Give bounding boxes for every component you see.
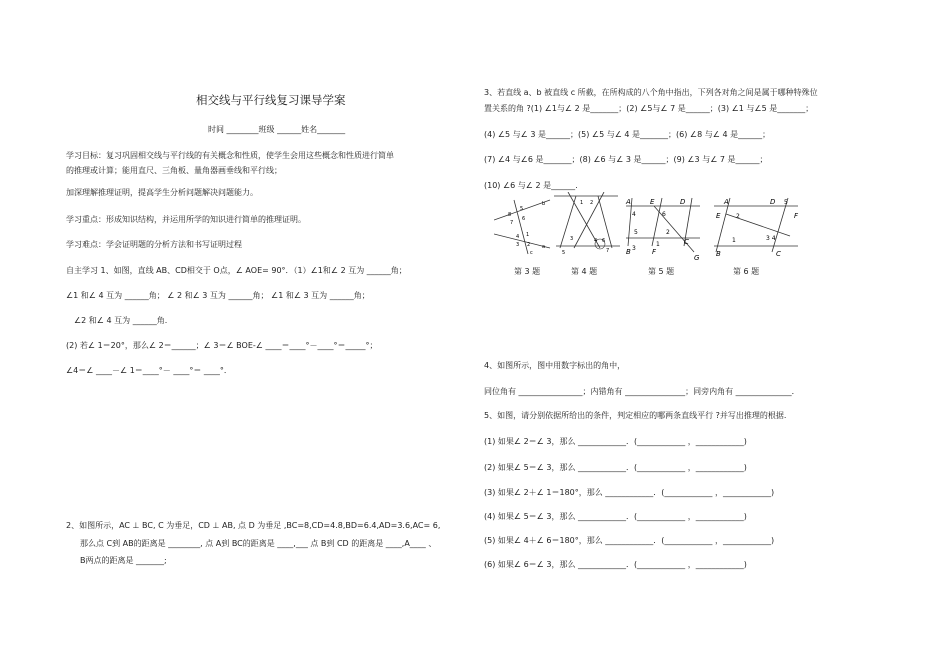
svg-text:3: 3 <box>632 245 636 252</box>
q3-line-4: (7) ∠4 与∠6 是_______；(8) ∠6 与∠ 3 是______；(9) ∠3 与∠ 7 是______； <box>484 155 768 164</box>
svg-text:A: A <box>724 198 729 206</box>
svg-text:6: 6 <box>602 238 606 244</box>
q1-line-3: ∠2 和∠ 4 互为 ______角. <box>74 316 168 325</box>
svg-text:D: D <box>680 198 686 206</box>
q2-line-3: B两点的距离是 _______; <box>80 556 167 565</box>
svg-text:1: 1 <box>580 200 584 206</box>
q2-line-2: 那么点 C到 AB的距离是 ________, 点 A到 BC的距离是 ____,___ 点 B到 CD 的距离是 ____,A____ 、 <box>80 539 437 548</box>
caption-figure-5: 第 5 题 <box>648 267 675 276</box>
svg-text:G: G <box>694 254 700 260</box>
caption-figure-3: 第 3 题 <box>514 267 541 276</box>
figure-q6 <box>710 194 802 260</box>
svg-text:3: 3 <box>570 236 574 242</box>
svg-text:5: 5 <box>562 250 566 256</box>
svg-text:3 4: 3 4 <box>766 235 776 242</box>
svg-text:3: 3 <box>516 242 520 248</box>
q1-line-2: ∠1 和∠ 4 互为 ______角； ∠ 2 和∠ 3 互为 ______角； ∠1 和∠ 3 互为 ______角； <box>66 291 370 300</box>
q3-line-1: 3、若直线 a、b 被直线 c 所截，在所构成的八个角中指出，下列各对角之间是属于哪种特殊位 <box>484 88 818 97</box>
page-title: 相交线与平行线复习课导学案 <box>196 93 346 107</box>
q2-line-1: 2、如图所示，AC ⊥ BC, C 为垂足，CD ⊥ AB, 点 D 为垂足 ,BC=8,CD=4.8,BD=6.4,AD=3.6,AC= 6, <box>66 521 441 530</box>
svg-text:2: 2 <box>666 229 670 236</box>
svg-text:C: C <box>684 238 689 246</box>
q5-item: (2) 如果∠ 5＝∠ 3，那么 ____________．(____________ ，____________) <box>484 463 747 472</box>
svg-text:c: c <box>530 250 533 256</box>
svg-text:6: 6 <box>662 211 666 218</box>
svg-text:6: 6 <box>522 216 526 222</box>
svg-text:B: B <box>716 250 721 258</box>
q3-line-5: (10) ∠6 与∠ 2 是______. <box>484 181 578 190</box>
figure-q4 <box>552 192 622 258</box>
q5-item: (1) 如果∠ 2＝∠ 3，那么 ____________．(____________ ，____________) <box>484 437 747 446</box>
figure-q3 <box>494 196 552 256</box>
svg-text:A: A <box>626 198 631 206</box>
svg-text:2: 2 <box>590 200 594 206</box>
svg-text:1: 1 <box>656 241 660 248</box>
caption-figure-4: 第 4 题 <box>571 267 598 276</box>
q5-item: (5) 如果∠ 4＋∠ 6＝180°，那么 ____________．(____________ ，____________) <box>484 536 775 545</box>
svg-text:7: 7 <box>606 248 610 254</box>
info-line: 时间 ________班级 ______姓名_______ <box>208 125 346 134</box>
q5-item: (3) 如果∠ 2＋∠ 1＝180°，那么 ____________．(____________ ，____________) <box>484 488 775 497</box>
svg-text:C: C <box>776 250 781 258</box>
learning-goal-line-2: 的推理或计算；能用直尺、三角板、量角器画垂线和平行线； <box>66 166 282 175</box>
svg-text:F: F <box>794 212 799 220</box>
svg-text:5: 5 <box>520 206 524 212</box>
svg-text:2: 2 <box>736 213 740 220</box>
svg-text:4: 4 <box>594 238 598 244</box>
q4-line-2: 同位角有 ________________；内错角有 _______________；同旁内角有 ______________． <box>484 387 800 396</box>
q3-line-3: (4) ∠5 与∠ 3 是______；(5) ∠5 与∠ 4 是_______；(6) ∠8 与∠ 4 是______； <box>484 130 771 139</box>
q1-line-4: (2) 若∠ 1＝20°，那么∠ 2＝______；∠ 3＝∠ BOE-∠ ____＝____°－____°＝_____°； <box>66 341 378 350</box>
learning-goal-line-1: 学习目标：复习巩固相交线与平行线的有关概念和性质，使学生会用这些概念和性质进行简单 <box>66 151 394 160</box>
svg-text:7: 7 <box>510 220 514 226</box>
q3-line-2: 置关系的角 ?(1) ∠1与∠ 2 是_______；(2) ∠5与∠ 7 是______；(3) ∠1 与∠5 是_______； <box>484 104 814 113</box>
svg-text:8: 8 <box>508 212 512 218</box>
svg-text:5: 5 <box>784 199 788 206</box>
svg-text:b: b <box>542 201 546 207</box>
q5-item: (4) 如果∠ 5＝∠ 3，那么 ____________．(____________ ，____________) <box>484 512 747 521</box>
svg-text:E: E <box>650 198 655 206</box>
svg-text:D: D <box>770 198 776 206</box>
svg-text:5: 5 <box>634 229 638 236</box>
svg-text:4: 4 <box>632 211 636 218</box>
svg-text:1: 1 <box>732 237 736 244</box>
svg-text:B: B <box>626 248 631 256</box>
svg-text:1: 1 <box>526 232 530 238</box>
q1-line-1: 自主学习 1、如图，直线 AB、CD相交于 O点，∠ AOE= 90°．（1）∠1和∠ 2 互为 ______角； <box>66 266 407 275</box>
svg-text:2: 2 <box>527 242 531 248</box>
difficulty: 学习难点：学会证明题的分析方法和书写证明过程 <box>66 240 242 249</box>
svg-text:a: a <box>542 244 546 250</box>
caption-figure-6: 第 6 题 <box>733 267 760 276</box>
learning-goal-line-3: 加深理解推理证明，提高学生分析问题解决问题能力。 <box>66 188 258 197</box>
svg-text:F: F <box>652 248 657 256</box>
q4-line-1: 4、如图所示，图中用数字标出的角中， <box>484 361 626 370</box>
figure-q5 <box>622 194 704 260</box>
q1-line-5: ∠4＝∠ ____－∠ 1＝____°－ ____°＝ ____°． <box>66 366 232 375</box>
svg-text:4: 4 <box>516 234 520 240</box>
key-point: 学习重点：形成知识结构，并运用所学的知识进行简单的推理证明。 <box>66 215 306 224</box>
q5-line-1: 5、如图，请分别依据所给出的条件，判定相应的哪两条直线平行 ?并写出推理的根据. <box>484 411 787 420</box>
q5-item: (6) 如果∠ 6＝∠ 3，那么 ____________．(____________ ，____________) <box>484 560 747 569</box>
svg-text:E: E <box>716 212 721 220</box>
